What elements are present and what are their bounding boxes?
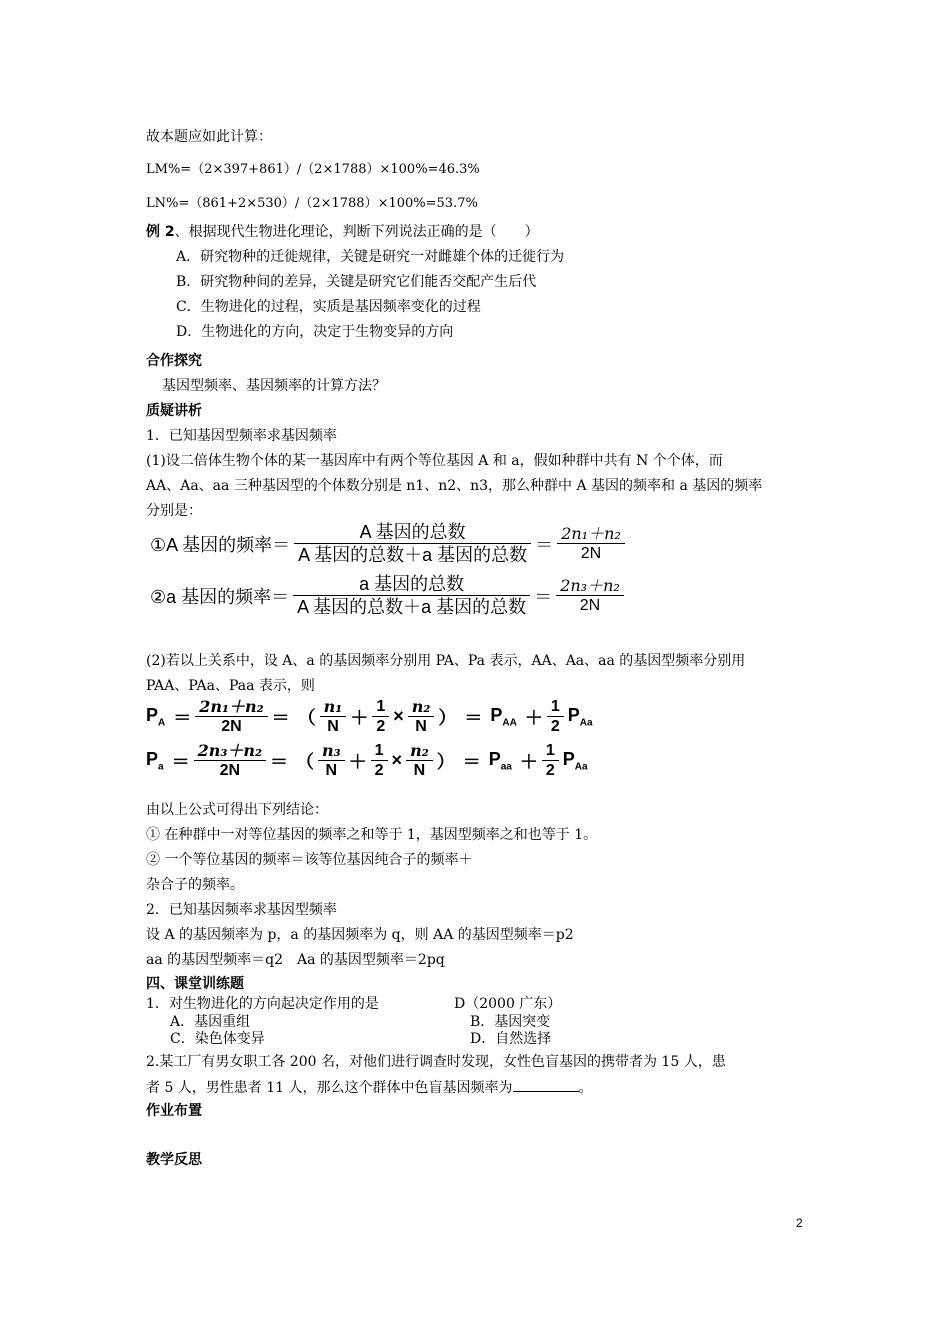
formula3-frac1: $\frac{\text{2n₁＋n₂}}{2N}$ [195, 697, 267, 736]
formula1-lhs: ①A 基因的频率＝ [150, 534, 291, 555]
formula3-eq2: ＝ [271, 707, 290, 728]
formula1-equals: ＝ [535, 534, 554, 555]
training-q2-line2 [146, 1077, 593, 1098]
section2-title: 2．已知基因频率求基因型频率 [146, 902, 337, 918]
formula4-paa2: $P_{Aa}$ [562, 748, 588, 773]
formula4-frac-half: $\frac{1}{2}$ [371, 741, 388, 780]
formula4-eq3: ＝ [462, 751, 481, 772]
conclusion-2b: 杂合子的频率。 [146, 877, 244, 893]
formula1-denominator: A 基因的总数＋a 基因的总数 [294, 543, 531, 566]
training-q1-option-d: D．自然选择 [470, 1031, 552, 1047]
formula2-result [556, 576, 624, 615]
formula4-eq2: ＝ [270, 751, 288, 772]
training-heading: 四、课堂训练题 [146, 976, 244, 992]
formula1-result-denominator: 2N [557, 543, 625, 563]
formula3-paa: $P_{AA}$ [490, 704, 517, 729]
formula4-plus1: ＋ [348, 751, 367, 772]
formula4-times: × [391, 750, 403, 770]
formula3-rparen: ） [438, 707, 457, 728]
section2-line2: aa 的基因型频率＝q2 Aa 的基因型频率＝2pq [146, 952, 445, 968]
formula4-lparen: （ [296, 751, 314, 772]
conclusion-2a: ② 一个等位基因的频率＝该等位基因纯合子的频率＋ [146, 852, 473, 868]
training-q2-line1: 2.某工厂有男女职工各 200 名，对他们进行调查时发现，女性色盲基因的携带者为 15 人，患 [146, 1054, 726, 1070]
formula-pa [146, 697, 597, 736]
training-q2-text: 者 5 人，男性患者 11 人，那么这个群体中色盲基因频率为 [146, 1080, 513, 1096]
formula3-times: × [393, 706, 404, 726]
page-number: 2 [796, 1216, 803, 1230]
formula3-lparen: （ [297, 707, 316, 728]
training-q1-option-b: B．基因突变 [470, 1014, 551, 1030]
coop-question: 基因型频率、基因频率的计算方法？ [162, 378, 386, 394]
training-q1-answer: D（2000 广东） [454, 996, 562, 1012]
section2-line1: 设 A 的基因频率为 p，a 的基因频率为 q，则 AA 的基因型频率＝p2 [146, 927, 574, 943]
formula3-eq3: ＝ [464, 707, 483, 728]
formula4-eq1: ＝ [171, 751, 190, 772]
answer-blank[interactable] [513, 1077, 579, 1092]
formula3-eq1: ＝ [173, 707, 192, 728]
formula1-result [557, 524, 625, 563]
training-q1-stem: 1．对生物进化的方向起决定作用的是 [146, 996, 379, 1012]
formula3-paa2: $P_{Aa}$ [567, 704, 593, 729]
formula1-numerator: A 基因的总数 [359, 522, 466, 542]
example2-question [146, 222, 539, 242]
intro-text: 故本题应如此计算： [146, 129, 272, 145]
para1-line3: 分别是： [146, 503, 202, 519]
formula2-fraction [293, 573, 530, 618]
formula4-frac-half2: $\frac{1}{2}$ [542, 741, 559, 780]
training-q1-option-c: C．染色体变异 [170, 1031, 265, 1047]
formula4-frac-n3: $\frac{\text{n₃}}{N}$ [318, 741, 345, 780]
training-q2-end: 。 [578, 1080, 593, 1096]
formula2-numerator: a 基因的总数 [359, 574, 465, 594]
reflection-heading: 教学反思 [146, 1152, 202, 1168]
formula-a-lower-frequency [146, 573, 624, 618]
example2-option-b: B．研究物种间的差异，关键是研究它们能否交配产生后代 [176, 274, 537, 290]
formula2-denominator: A 基因的总数＋a 基因的总数 [293, 595, 530, 618]
example2-option-a: A．研究物种的迁徙规律，关键是研究一对雌雄个体的迁徙行为 [176, 249, 565, 265]
formula4-frac-n2: $\frac{\text{n₂}}{N}$ [406, 741, 433, 780]
formula3-plus1: ＋ [350, 707, 369, 728]
formula-pa-lower [146, 741, 592, 780]
formula1-fraction [294, 521, 531, 566]
example2-stem: 、根据现代生物进化理论，判断下列说法正确的是（ ） [174, 224, 539, 240]
section1-title: 1．已知基因型频率求基因频率 [146, 428, 337, 444]
para2-line2: PAA、PAa、Paa 表示，则 [146, 678, 315, 694]
formula3-lhs: $P_A$ [146, 704, 166, 729]
formula3-frac-half: $\frac{1}{2}$ [372, 697, 389, 736]
training-q1-option-a: A．基因重组 [170, 1014, 251, 1030]
formula3-frac-n1: $\frac{\text{n₁}}{N}$ [320, 697, 347, 736]
formula4-rparen: ） [436, 751, 455, 772]
formula3-frac-n2: $\frac{\text{n₂}}{N}$ [408, 697, 435, 736]
calc-lm: LM%=（2×397+861）/（2×1788）×100%=46.3% [146, 162, 480, 177]
example2-option-d: D．生物进化的方向，决定于生物变异的方向 [176, 324, 454, 340]
formula4-frac1: $\frac{\text{2n₃＋n₂}}{2N}$ [194, 741, 266, 780]
homework-heading: 作业布置 [146, 1103, 202, 1119]
formula2-result-denominator: 2N [556, 595, 624, 615]
formula3-plus2: ＋ [524, 707, 543, 728]
formula1-result-numerator: 2n₁＋n₂ [561, 524, 621, 543]
conclusion-1: ① 在种群中一对等位基因的频率之和等于 1，基因型频率之和也等于 1。 [146, 827, 598, 843]
formula2-equals: ＝ [534, 586, 553, 607]
formula4-plus2: ＋ [519, 751, 538, 772]
para2-line1: (2)若以上关系中，设 A、a 的基因频率分别用 PA、Pa 表示，AA、Aa、aa 的基因型频率分别用 [146, 653, 746, 669]
analysis-heading: 质疑讲析 [146, 403, 202, 419]
coop-heading: 合作探究 [146, 353, 202, 369]
example2-label: 例 2 [146, 224, 175, 240]
para1-line2: AA、Aa、aa 三种基因型的个体数分别是 n1、n2、n3，那么种群中 A 基因的频率和 a 基因的频率 [146, 478, 763, 494]
calc-ln: LN%=（861+2×530）/（2×1788）×100%=53.7% [146, 196, 478, 211]
formula-a-frequency [146, 521, 625, 566]
conclusion-intro: 由以上公式可得出下列结论： [146, 802, 328, 818]
formula4-lhs: $P_a$ [146, 748, 164, 773]
formula3-frac-half2: $\frac{1}{2}$ [547, 697, 564, 736]
formula2-result-numerator: 2n₃＋n₂ [560, 576, 620, 595]
formula2-lhs: ②a 基因的频率＝ [150, 586, 290, 607]
para1-line1: (1)设二倍体生物个体的某一基因库中有两个等位基因 A 和 a，假如种群中共有 N 个个体，而 [146, 453, 723, 469]
example2-option-c: C．生物进化的过程，实质是基因频率变化的过程 [176, 299, 481, 315]
formula4-paa: $P_{aa}$ [488, 748, 512, 773]
